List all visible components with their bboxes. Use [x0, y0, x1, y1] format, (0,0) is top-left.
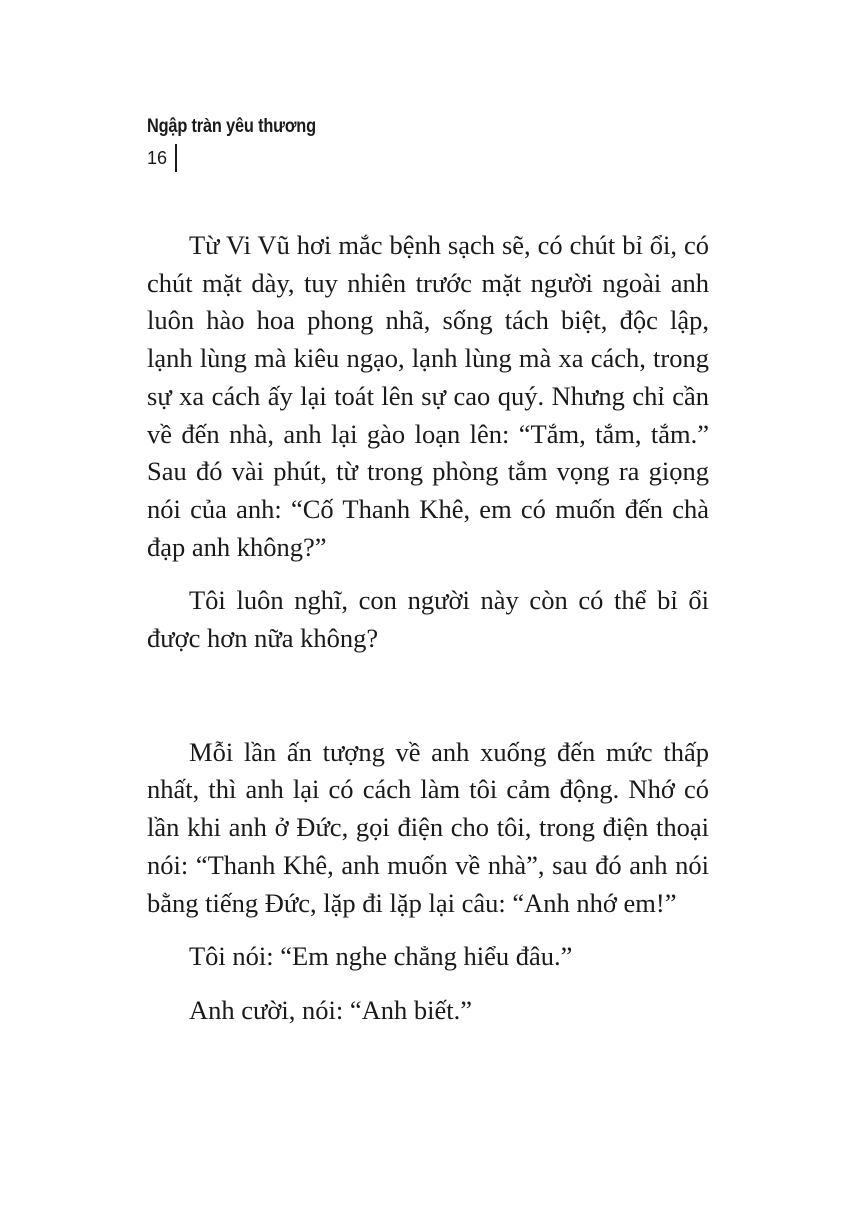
running-header — [147, 112, 343, 172]
paragraph: Anh cười, nói: “Anh biết.” — [189, 994, 473, 1025]
paragraph: Tôi luôn nghĩ, con người này còn có thể bỉ ổi được hơn nữa không? — [147, 585, 709, 654]
paragraph: Tôi nói: “Em nghe chẳng hiểu đâu.” — [189, 941, 573, 972]
header-rule — [175, 144, 177, 172]
paragraph: Từ Vi Vũ hơi mắc bệnh sạch sẽ, có chút bỉ ổi, có chút mặt dày, tuy nhiên trước mặt người ngoài anh luôn hào hoa phong nhã, sống tách biệt, độc lập, lạnh lùng mà kiêu ngạo, lạnh lùng mà xa cách, trong sự xa cách ấy lại toát lên sự cao quý. Nhưng chỉ cần về đến nhà, anh lại gào loạn lên: “Tắm, tắm, tắm.” Sau đó vài phút, từ trong phòng tắm vọng ra giọng nói của anh: “Cố Thanh Khê, em có muốn đến chà đạp anh không?” — [147, 230, 709, 562]
page-number-row — [147, 144, 343, 172]
page-number: 16 — [147, 148, 168, 168]
paragraph: Mỗi lần ấn tượng về anh xuống đến mức thấp nhất, thì anh lại có cách làm tôi cảm động. Nhớ có lần khi anh ở Đức, gọi điện cho tôi, trong điện thoại nói: “Thanh Khê, anh muốn về nhà”, sau đó anh nói bằng tiếng Đức, lặp đi lặp lại câu: “Anh nhớ em!” — [147, 736, 709, 918]
book-title: Ngập tràn yêu thương — [147, 116, 316, 137]
body-text — [147, 227, 709, 1030]
